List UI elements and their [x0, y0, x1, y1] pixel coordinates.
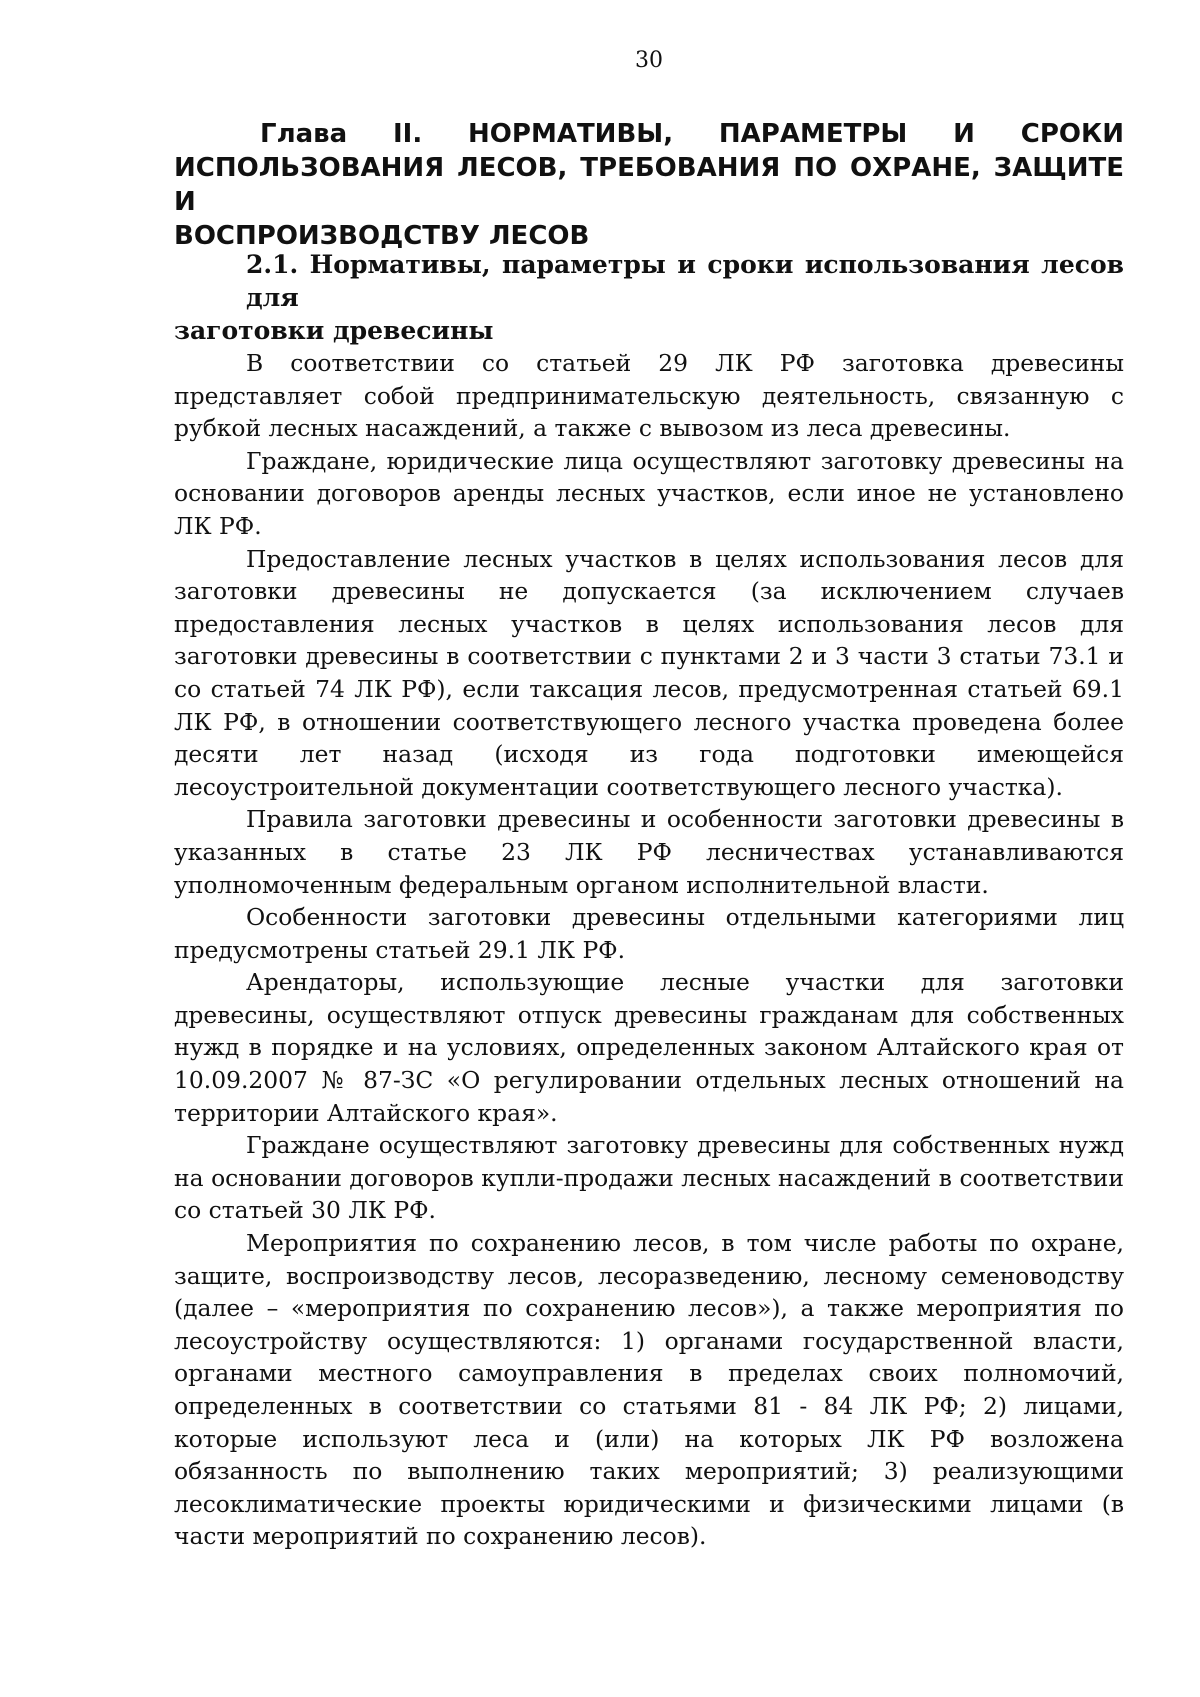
chapter-heading-line-1: Глава II. НОРМАТИВЫ, ПАРАМЕТРЫ И СРОКИ: [260, 119, 1124, 149]
chapter-heading-line-3: ВОСПРОИЗВОДСТВУ ЛЕСОВ: [174, 221, 590, 251]
paragraph: Особенности заготовки древесины отдельными категориями лиц предусмотрены статьей 29.1 ЛК РФ.: [174, 903, 1124, 964]
chapter-heading: [174, 117, 1124, 253]
paragraph: Правила заготовки древесины и особенности заготовки древесины в указанных в статье 23 ЛК РФ лесничествах устанавливаются уполномоченным федеральным органом исполнительной власти.: [174, 805, 1124, 899]
paragraph: Мероприятия по сохранению лесов, в том числе работы по охране, защите, воспроизводству лесов, лесоразведению, лесному семеноводству (далее – «мероприятия по сохранению лесов»), а также мероприятия по лесоустройству осуществляются: 1) органами государственной власти, органами местного самоуправления в пределах своих полномочий, определенных в соответствии со статьями 81 - 84 ЛК РФ; 2) лицами, которые используют леса и (или) на которых ЛК РФ возложена обязанность по выполнению таких мероприятий; 3) реализующими лесоклиматические проекты юридическими и физическими лицами (в части мероприятий по сохранению лесов).: [174, 1229, 1124, 1551]
paragraph: Предоставление лесных участков в целях использования лесов для заготовки древесины не допускается (за исключением случаев предоставления лесных участков в целях использования лесов для заготовки древесины в соответствии с пунктами 2 и 3 части 3 статьи 73.1 и со статьей 74 ЛК РФ), если таксация лесов, предусмотренная статьей 69.1 ЛК РФ, в отношении соответствующего лесного участка проведена более десяти лет назад (исходя из года подготовки имеющейся лесоустроительной документации соответствующего лесного участка).: [174, 544, 1124, 801]
section-heading-line-2: заготовки древесины: [174, 316, 494, 345]
body-text: [174, 347, 1124, 1553]
paragraph: Граждане осуществляют заготовку древесины для собственных нужд на основании договоров купли-продажи лесных насаждений в соответствии со статьей 30 ЛК РФ.: [174, 1131, 1124, 1225]
paragraph: Арендаторы, использующие лесные участки для заготовки древесины, осуществляют отпуск древесины гражданам для собственных нужд в порядке и на условиях, определенных законом Алтайского края от 10.09.2007 № 87-ЗС «О регулировании отдельных лесных отношений на территории Алтайского края».: [174, 968, 1124, 1127]
section-heading-line-1: 2.1. Нормативы, параметры и сроки использования лесов для: [246, 250, 1124, 312]
paragraph: В соответствии со статьей 29 ЛК РФ заготовка древесины представляет собой предпринимательскую деятельность, связанную с рубкой лесных насаждений, а также с вывозом из леса древесины.: [174, 349, 1124, 443]
paragraph: Граждане, юридические лица осуществляют заготовку древесины на основании договоров аренды лесных участков, если иное не установлено ЛК РФ.: [174, 446, 1124, 540]
chapter-heading-line-2: ИСПОЛЬЗОВАНИЯ ЛЕСОВ, ТРЕБОВАНИЯ ПО ОХРАНЕ, ЗАЩИТЕ И: [174, 153, 1124, 217]
section-heading: [174, 248, 1124, 347]
page-number: 30: [635, 48, 663, 73]
